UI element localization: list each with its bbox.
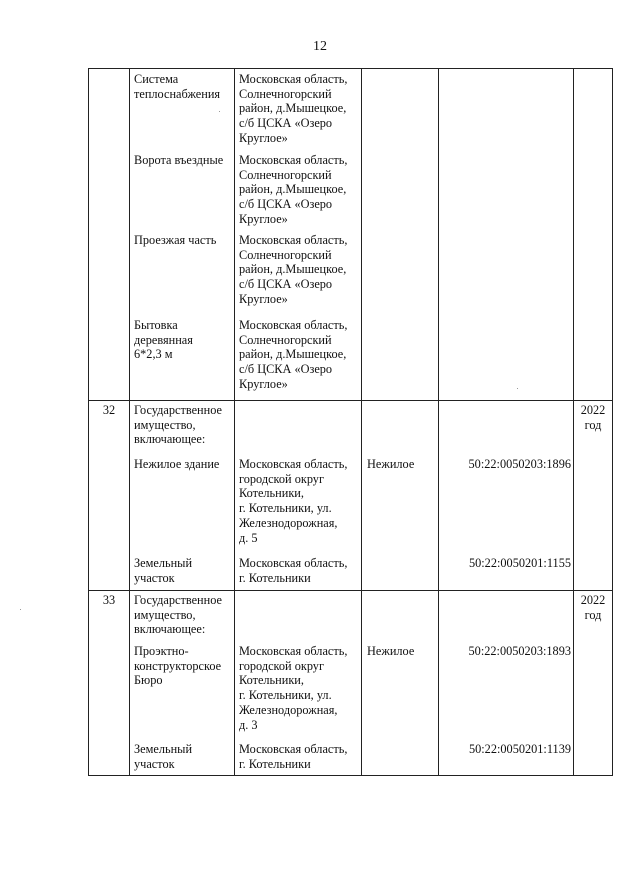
item-name: Земельный участок: [134, 556, 193, 585]
property-table: [88, 68, 613, 776]
item-cadastral-number: 50:22:0050201:1139: [468, 742, 571, 756]
row-divider: [89, 590, 612, 591]
scan-speck: [20, 609, 21, 610]
scan-speck: [517, 388, 518, 389]
item-name: Ворота въездные: [134, 153, 224, 167]
column-divider: [361, 69, 362, 775]
item-address: Московская область, г. Котельники: [239, 742, 348, 771]
entry-title: Государственное имущество, включающее:: [134, 593, 222, 637]
column-divider: [438, 69, 439, 775]
page-number: 12: [313, 39, 327, 54]
item-name: Система теплоснабжения: [134, 72, 221, 101]
item-type: Нежилое: [367, 644, 415, 658]
item-address: Московская область, городской округ Котельники, г. Котельники, ул. Железнодорожная, д. 5: [239, 457, 348, 545]
item-address: Московская область, Солнечногорский район, д.Мышецкое, с/б ЦСКА «Озеро Круглое»: [239, 318, 348, 391]
entry-number: 33: [102, 593, 116, 607]
column-divider: [129, 69, 130, 775]
item-address: Московская область, Солнечногорский район, д.Мышецкое, с/б ЦСКА «Озеро Круглое»: [239, 233, 348, 306]
scan-speck: [219, 111, 220, 112]
item-type: Нежилое: [367, 457, 415, 471]
entry-year: 2022 год: [580, 403, 606, 432]
entry-title: Государственное имущество, включающее:: [134, 403, 222, 447]
entry-number: 32: [102, 403, 116, 417]
item-name: Нежилое здание: [134, 457, 220, 471]
item-name: Проэктно- конструкторское Бюро: [134, 644, 222, 688]
column-divider: [234, 69, 235, 775]
item-name: Бытовка деревянная 6*2,3 м: [134, 318, 193, 362]
item-address: Московская область, Солнечногорский район, д.Мышецкое, с/б ЦСКА «Озеро Круглое»: [239, 72, 348, 145]
item-cadastral-number: 50:22:0050203:1893: [468, 644, 571, 658]
item-address: Московская область, Солнечногорский район, д.Мышецкое, с/б ЦСКА «Озеро Круглое»: [239, 153, 348, 226]
item-address: Московская область, городской округ Котельники, г. Котельники, ул. Железнодорожная, д. 3: [239, 644, 348, 732]
item-cadastral-number: 50:22:0050201:1155: [468, 556, 571, 570]
entry-year: 2022 год: [580, 593, 606, 622]
item-cadastral-number: 50:22:0050203:1896: [468, 457, 571, 471]
item-name: Проезжая часть: [134, 233, 217, 247]
item-address: Московская область, г. Котельники: [239, 556, 348, 585]
item-name: Земельный участок: [134, 742, 193, 771]
row-divider: [89, 400, 612, 401]
